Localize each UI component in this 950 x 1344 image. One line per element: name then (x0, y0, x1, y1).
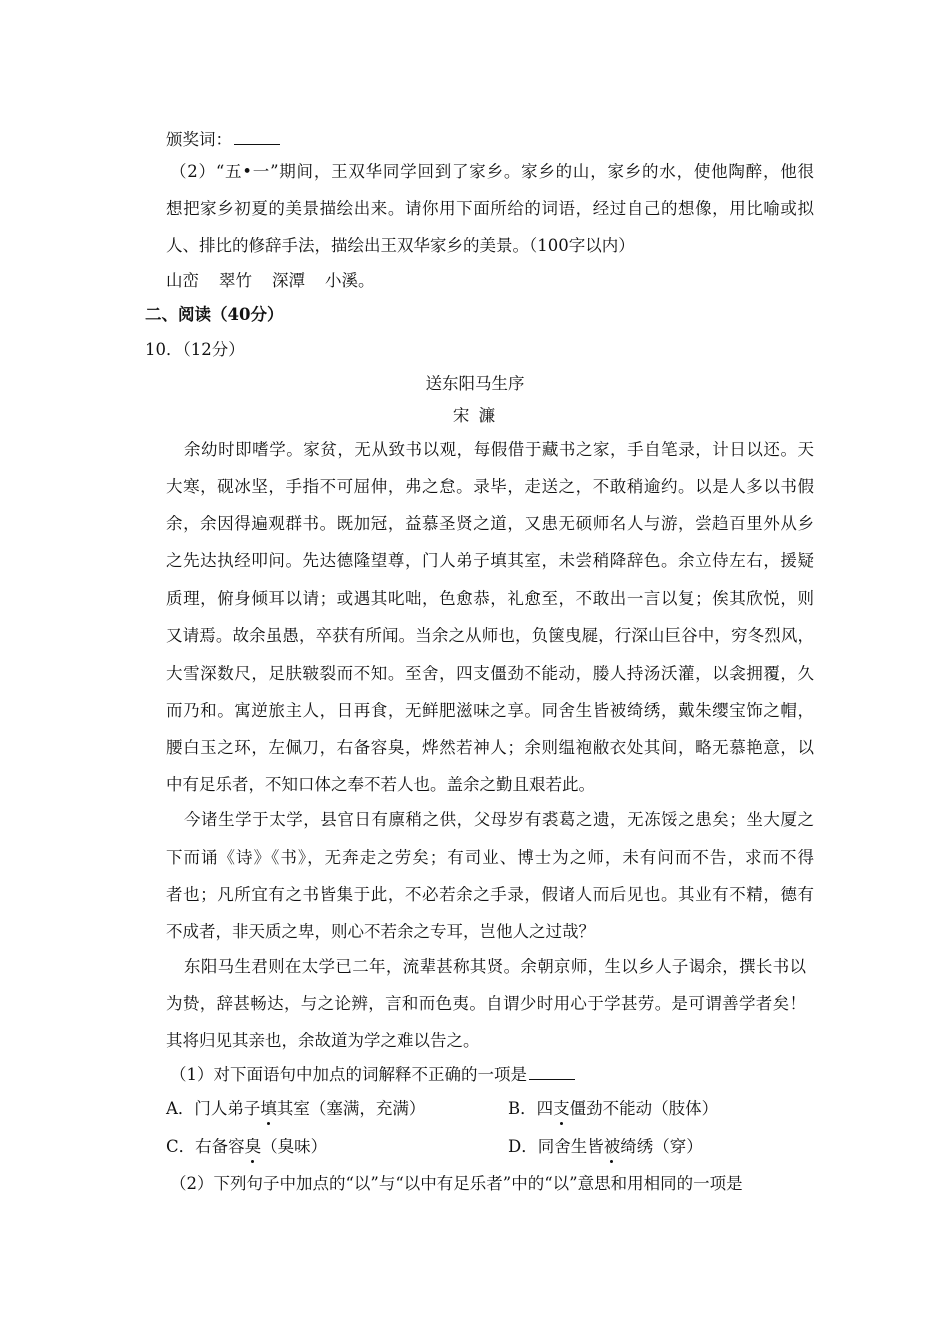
para1-line: 之先达执经叩问。先达德隆望尊，门人弟子填其室，未尝稍降辞色。余立侍左右，援疑 (166, 551, 814, 570)
para1-line: 而乃和。寓逆旅主人，日再食，无鲜肥滋味之享。同舍生皆被绮绣，戴朱缨宝饰之帽， (166, 701, 814, 720)
article-author: 宋 濂 (452, 406, 498, 425)
word-item: 深潭 (272, 271, 305, 290)
dotted-char: 被 (603, 1137, 621, 1156)
para2-line: 者也；凡所宜有之书皆集于此，不必若余之手录，假诸人而后见也。其业有不精，德有 (166, 885, 814, 904)
dotted-char: 支 (553, 1099, 570, 1118)
sub1-stem: （1）对下面语句中加点的词解释不正确的一项是 (170, 1065, 527, 1084)
para1-line: 大寒，砚冰坚，手指不可屈伸，弗之怠。录毕，走送之，不敢稍逾约。以是人多以书假 (166, 477, 814, 496)
para1-line: 大雪深数尺，足肤皲裂而不知。至舍，四支僵劲不能动，媵人持汤沃灌，以衾拥覆，久 (166, 664, 814, 683)
para3-line: 东阳马生君则在太学已二年，流辈甚称其贤。余朝京师，生以乡人子谒余，撰长书以 (184, 957, 806, 976)
word-item: 小溪。 (325, 271, 375, 290)
para1-line: 又请焉。故余虽愚，卒获有所闻。当余之从师也，负箧曳屣，行深山巨谷中，穷冬烈风， (166, 626, 814, 645)
award-label: 颁奖词： (166, 130, 232, 149)
question-number: 10． (145, 340, 183, 359)
answer-blank[interactable] (234, 128, 280, 145)
para1-line: 余，余因得遍观群书。既加冠，益慕圣贤之道，又患无硕师名人与游，尝趋百里外从乡 (166, 514, 814, 533)
option-text: 其室（塞满，充满） (276, 1099, 426, 1118)
q2-intro-line-1: （2）“五•一”期间，王双华同学回到了家乡。家乡的山，家乡的水，使他陶醉，他很 (170, 162, 814, 181)
option-a[interactable] (166, 1098, 425, 1120)
option-text: （臭味） (261, 1137, 328, 1156)
option-text: 同舍生皆 (537, 1137, 604, 1156)
word-list (166, 270, 375, 292)
option-text: 四 (536, 1099, 554, 1118)
section-heading: 二、阅读（40分） (145, 305, 284, 324)
option-text: 绮绣（穿） (620, 1137, 703, 1156)
para1-line: 余幼时即嗜学。家贫，无从致书以观，每假借于藏书之家，手自笔录，计日以还。天 (184, 440, 814, 459)
option-b[interactable] (508, 1098, 718, 1120)
question-score: （12分） (182, 340, 245, 359)
option-letter: C． (166, 1137, 196, 1156)
award-line (166, 128, 280, 151)
dotted-char: 臭 (244, 1137, 262, 1156)
dotted-char: 填 (260, 1099, 277, 1118)
para2-line: 今诸生学于太学，县官日有廪稍之供，父母岁有裘葛之遗，无冻馁之患矣；坐大厦之 (184, 810, 814, 829)
para1-line: 中有足乐者，不知口体之奉不若人也。盖余之勤且艰若此。 (166, 775, 595, 794)
sub2-stem: （2）下列句子中加点的“以”与“以中有足乐者”中的“以”意思和用相同的一项是 (170, 1174, 743, 1193)
para1-line: 腰白玉之环，左佩刀，右备容臭，烨然若神人；余则缊袍敝衣处其间，略无慕艳意，以 (166, 738, 814, 757)
question-10-header (145, 339, 245, 361)
para3-line: 其将归见其亲也，余故道为学之难以告之。 (166, 1031, 480, 1050)
option-text: 僵劲不能动（肢体） (569, 1099, 719, 1118)
option-letter: D． (508, 1137, 538, 1156)
option-text: 门人弟子 (194, 1099, 261, 1118)
article-title: 送东阳马生序 (425, 374, 525, 393)
option-c[interactable] (166, 1136, 327, 1158)
para2-line: 不成者，非天质之卑，则心不若余之专耳，岂他人之过哉？ (166, 922, 595, 941)
word-item: 翠竹 (219, 271, 252, 290)
sub1-stem-line (170, 1063, 575, 1086)
para2-line: 下而诵《诗》《书》，无奔走之劳矣；有司业、博士为之师，未有问而不告，求而不得 (166, 848, 814, 867)
option-letter: B． (508, 1099, 537, 1118)
para3-line: 为贽，辞甚畅达，与之论辨，言和而色夷。自谓少时用心于学甚劳。是可谓善学者矣！ (166, 994, 806, 1013)
option-letter: A． (166, 1099, 195, 1118)
option-text: 右备容 (195, 1137, 245, 1156)
para1-line: 质理，俯身倾耳以请；或遇其叱咄，色愈恭，礼愈至，不敢出一言以复；俟其欣悦，则 (166, 589, 814, 608)
q2-intro-line-2: 想把家乡初夏的美景描绘出来。请你用下面所给的词语，经过自己的想像，用比喻或拟 (166, 199, 814, 218)
word-item: 山峦 (166, 271, 199, 290)
q2-intro-line-3: 人、排比的修辞手法，描绘出王双华家乡的美景。（100字以内） (166, 236, 635, 255)
option-d[interactable] (508, 1136, 703, 1158)
answer-blank[interactable] (529, 1063, 575, 1080)
